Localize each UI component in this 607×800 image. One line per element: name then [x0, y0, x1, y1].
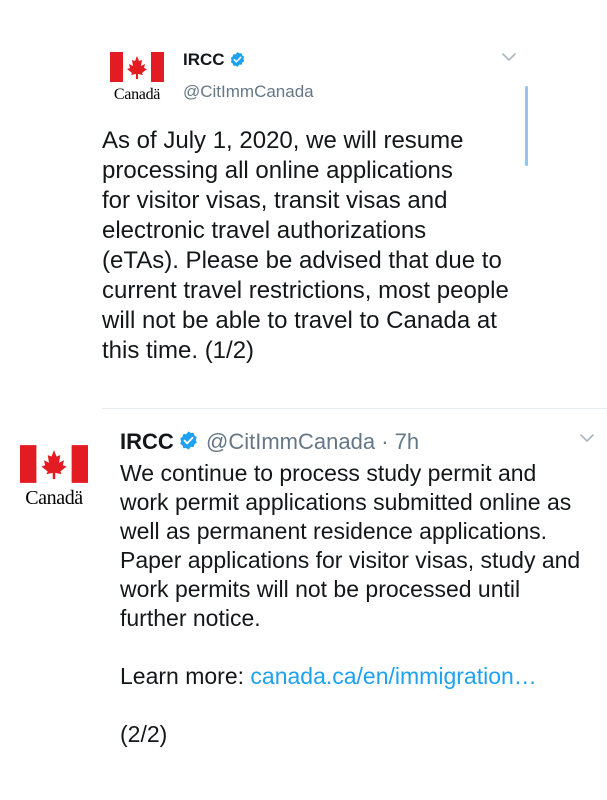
- tweet-text-line: for visitor visas, transit visas and: [102, 187, 448, 214]
- tweet-text-line: electronic travel authorizations: [102, 217, 427, 244]
- time-separator: ·: [381, 429, 389, 454]
- chevron-down-icon[interactable]: [578, 431, 596, 445]
- tweet-text-line: work permit applications submitted online as: [120, 489, 572, 515]
- learn-more-label: Learn more:: [120, 663, 245, 689]
- tweet-text-line: further notice.: [120, 605, 261, 631]
- learn-more-link[interactable]: canada.ca/en/immigration…: [250, 663, 537, 689]
- tweet-text-line: processing all online applications: [102, 157, 453, 184]
- tweet-text-line: Paper applications for visitor visas, study and: [120, 547, 581, 573]
- tweet-text-line: will not be able to travel to Canada at: [102, 307, 497, 334]
- verified-badge-icon: [229, 51, 246, 68]
- ircc-avatar[interactable]: [104, 52, 170, 104]
- chevron-down-icon[interactable]: [500, 50, 518, 64]
- tweet-text-line: well as permanent residence applications.: [120, 518, 548, 544]
- display-name[interactable]: IRCC: [120, 429, 174, 454]
- tweet-text-line: current travel restrictions, most people: [102, 277, 509, 304]
- tweet-text-line: this time. (1/2): [102, 337, 255, 364]
- canada-flag-icon: [110, 52, 164, 82]
- tweet-text-line: (eTAs). Please be advised that due to: [102, 247, 502, 274]
- canada-flag-icon: [20, 445, 88, 483]
- learn-more-line: [120, 662, 607, 691]
- tweet-text-line: As of July 1, 2020, we will resume: [102, 127, 464, 154]
- tweet-text: [102, 126, 542, 366]
- tweet-2[interactable]: [0, 409, 607, 800]
- tweet-text-line: We continue to process study permit and: [120, 460, 537, 486]
- handle[interactable]: @CitImmCanada: [206, 429, 376, 454]
- tweet-text: [120, 459, 607, 749]
- tweet-text-line: work permits will not be processed until: [120, 576, 521, 602]
- paragraph-gap: [120, 633, 607, 662]
- ircc-avatar[interactable]: [16, 445, 92, 509]
- canada-wordmark: Canadä: [25, 487, 83, 509]
- handle-and-time[interactable]: [206, 429, 419, 455]
- display-name[interactable]: IRCC: [183, 50, 225, 69]
- timestamp[interactable]: 7h: [394, 429, 420, 454]
- verified-badge-icon: [178, 430, 199, 451]
- thread-counter: (2/2): [120, 721, 168, 747]
- canada-wordmark: Canadä: [113, 86, 161, 103]
- handle[interactable]: @CitImmCanada: [183, 82, 314, 101]
- paragraph-gap: [120, 691, 607, 720]
